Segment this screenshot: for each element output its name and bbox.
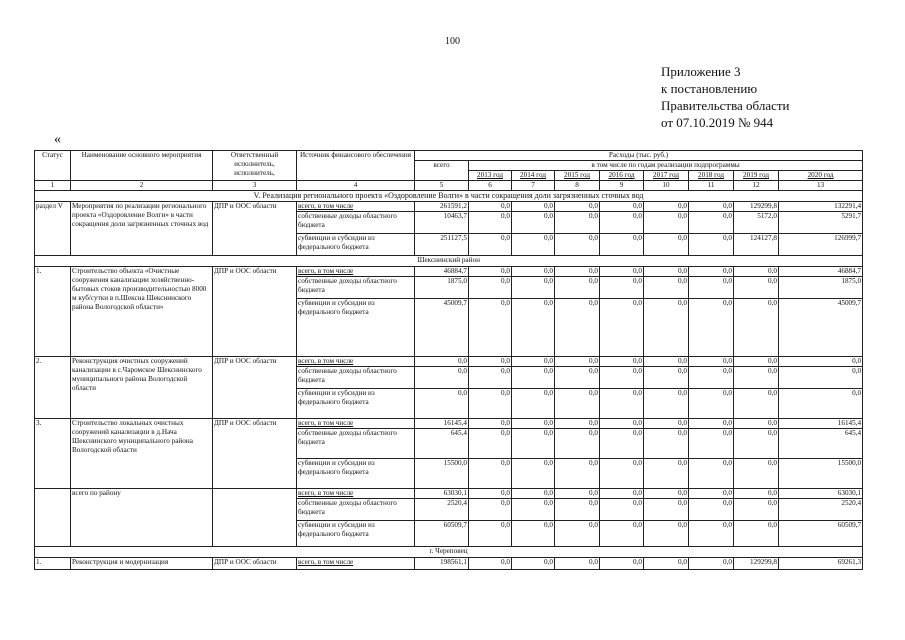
- last-item-value: 69261,3: [779, 558, 863, 570]
- section-block-value: 5172,0: [734, 212, 779, 234]
- section-block-value: 0,0: [644, 234, 689, 256]
- appendix-line-1: Приложение 3: [661, 64, 741, 79]
- item-3-responsible: ДПР и ООС области: [213, 419, 297, 489]
- item-3-value: 0,0: [555, 419, 600, 429]
- district-total-value: 0,0: [644, 489, 689, 499]
- district-total-value: 0,0: [689, 521, 734, 547]
- item-3-source-subsidy: субвенции и субсидии из федерального бюджета: [297, 459, 415, 489]
- item-3-value: 0,0: [469, 429, 512, 459]
- item-3-value: 0,0: [555, 459, 600, 489]
- item-2-value: 0,0: [555, 389, 600, 419]
- district-total-value: 0,0: [512, 499, 555, 521]
- item-1-value: 0,0: [600, 299, 644, 357]
- item-1-value: 0,0: [689, 299, 734, 357]
- item-1-value: 1875,0: [779, 277, 863, 299]
- header-year-4: 2016 год: [600, 171, 644, 181]
- item-3-value: 645,4: [415, 429, 469, 459]
- section-block-value: 261591,2: [415, 202, 469, 212]
- opening-quote: «: [54, 132, 61, 147]
- district-total-value: 0,0: [600, 499, 644, 521]
- item-1-value: 0,0: [469, 299, 512, 357]
- item-1-value: 0,0: [600, 267, 644, 277]
- item-2-value: 0,0: [512, 357, 555, 367]
- column-number-11: 11: [689, 181, 734, 191]
- district-total-name: всего по району: [71, 489, 213, 547]
- last-item-value: 0,0: [469, 558, 512, 570]
- header-year-8: 2020 год: [779, 171, 863, 181]
- section-block-value: 0,0: [469, 234, 512, 256]
- district-total-value: 0,0: [555, 489, 600, 499]
- appendix-line-3: Правительства области: [661, 98, 790, 113]
- last-item-value: 0,0: [600, 558, 644, 570]
- item-3-value: 0,0: [689, 429, 734, 459]
- district-total-value: 0,0: [734, 499, 779, 521]
- section-block-responsible: ДПР и ООС области: [213, 202, 297, 256]
- district-total-value: 0,0: [555, 521, 600, 547]
- district-total-value: 0,0: [689, 499, 734, 521]
- item-2-value: 0,0: [512, 389, 555, 419]
- district-total-value: 0,0: [469, 499, 512, 521]
- header-responsible: Ответственный исполнитель, исполнитель,: [213, 151, 297, 181]
- item-1-value: 0,0: [512, 299, 555, 357]
- item-1-value: 0,0: [555, 267, 600, 277]
- section-block-value: 0,0: [600, 234, 644, 256]
- last-item-value: 0,0: [555, 558, 600, 570]
- item-2-value: 0,0: [415, 357, 469, 367]
- appendix-block: [661, 63, 790, 131]
- column-number-4: 4: [297, 181, 415, 191]
- section-block-value: 0,0: [689, 212, 734, 234]
- last-item-status: 1.: [35, 558, 71, 570]
- district-total-value: 2520,4: [415, 499, 469, 521]
- item-3-value: 0,0: [512, 419, 555, 429]
- item-2-value: 0,0: [734, 389, 779, 419]
- header-year-2: 2014 год: [512, 171, 555, 181]
- district-total-value: 0,0: [644, 499, 689, 521]
- section-block-value: 0,0: [644, 212, 689, 234]
- item-1-name: Строительство объекта «Очистные сооружения канализации хозяйственно-бытовых стоков производительностью 8000 м куб/сутки в п.Шексна Шекснинского района Вологодской области»: [71, 267, 213, 357]
- item-1-value: 0,0: [689, 277, 734, 299]
- item-1-value: 0,0: [555, 299, 600, 357]
- item-2-value: 0,0: [689, 367, 734, 389]
- section-block-value: 0,0: [555, 212, 600, 234]
- last-item-value: 198561,1: [415, 558, 469, 570]
- item-2-value: 0,0: [600, 357, 644, 367]
- item-3-value: 15500,0: [779, 459, 863, 489]
- column-number-13: 13: [779, 181, 863, 191]
- item-3-value: 0,0: [512, 429, 555, 459]
- item-1-value: 45009,7: [779, 299, 863, 357]
- appendix-line-2: к постановлению: [661, 81, 758, 96]
- last-item-value: 0,0: [689, 558, 734, 570]
- header-name: Наименование основного мероприятия: [71, 151, 213, 181]
- district-total-responsible: [213, 489, 297, 547]
- item-1-row-1: [35, 267, 863, 277]
- item-1-value: 0,0: [644, 277, 689, 299]
- item-2-responsible: ДПР и ООС области: [213, 357, 297, 419]
- item-2-value: 0,0: [734, 367, 779, 389]
- section-title: V. Реализация регионального проекта «Оздоровление Волги» в части сокращения доли загрязненных сточных вод: [35, 191, 863, 202]
- section-block-value: 0,0: [555, 202, 600, 212]
- item-1-value: 0,0: [469, 277, 512, 299]
- district-total-value: 0,0: [469, 521, 512, 547]
- district-total-row-1: [35, 489, 863, 499]
- section-block-value: 0,0: [469, 212, 512, 234]
- header-year-6: 2018 год: [689, 171, 734, 181]
- last-item-value: 0,0: [512, 558, 555, 570]
- item-2-source-total: всего, в том числе: [297, 357, 415, 367]
- header-status: Статус: [35, 151, 71, 181]
- item-1-value: 46884,7: [779, 267, 863, 277]
- item-3-value: 0,0: [644, 419, 689, 429]
- section-block-value: 0,0: [689, 202, 734, 212]
- section-title-row: [35, 191, 863, 202]
- district-row-2: [35, 547, 863, 558]
- item-1-value: 0,0: [734, 267, 779, 277]
- last-item-row: [35, 558, 863, 570]
- item-2-value: 0,0: [415, 367, 469, 389]
- item-3-value: 0,0: [644, 459, 689, 489]
- section-block-source-own: собственные доходы областного бюджета: [297, 212, 415, 234]
- section-block-value: 0,0: [600, 202, 644, 212]
- item-3-value: 0,0: [469, 459, 512, 489]
- header-year-7: 2019 год: [734, 171, 779, 181]
- district-total-value: 0,0: [600, 489, 644, 499]
- district-name: г. Череповец: [35, 547, 863, 558]
- item-3-value: 0,0: [469, 419, 512, 429]
- header-expenses: Расходы (тыс. руб.): [415, 151, 863, 161]
- expenses-table: [34, 150, 863, 570]
- item-1-source-own: собственные доходы областного бюджета: [297, 277, 415, 299]
- district-total-value: 0,0: [512, 521, 555, 547]
- section-block-value: 0,0: [555, 234, 600, 256]
- district-total-value: 0,0: [734, 489, 779, 499]
- section-block-value: 0,0: [512, 212, 555, 234]
- item-3-value: 0,0: [689, 459, 734, 489]
- last-item-source: всего, в том числе: [297, 558, 415, 570]
- last-item-value: 0,0: [644, 558, 689, 570]
- section-block-status: раздел V: [35, 202, 71, 256]
- section-block-value: 0,0: [600, 212, 644, 234]
- item-1-value: 0,0: [689, 267, 734, 277]
- section-block-value: 126999,7: [779, 234, 863, 256]
- district-total-value: 0,0: [600, 521, 644, 547]
- item-1-value: 1875,0: [415, 277, 469, 299]
- district-total-value: 0,0: [689, 489, 734, 499]
- last-item-name: Реконструкция и модернизация: [71, 558, 213, 570]
- item-1-value: 0,0: [512, 267, 555, 277]
- section-block-source-total: всего, в том числе: [297, 202, 415, 212]
- item-2-name: Реконструкция очистных сооружений канализации в с.Чаромское Шекснинского муниципального района Вологодской области: [71, 357, 213, 419]
- column-number-3: 3: [213, 181, 297, 191]
- column-number-1: 1: [35, 181, 71, 191]
- district-total-value: 0,0: [555, 499, 600, 521]
- section-block-source-subsidy: субвенции и субсидии из федерального бюджета: [297, 234, 415, 256]
- district-total-source-own: собственные доходы областного бюджета: [297, 499, 415, 521]
- item-1-value: 0,0: [734, 277, 779, 299]
- column-number-12: 12: [734, 181, 779, 191]
- item-2-value: 0,0: [779, 367, 863, 389]
- appendix-line-4: от 07.10.2019 № 944: [661, 115, 774, 130]
- item-3-value: 16145,4: [415, 419, 469, 429]
- item-2-value: 0,0: [600, 367, 644, 389]
- item-2-source-own: собственные доходы областного бюджета: [297, 367, 415, 389]
- item-3-value: 16145,4: [779, 419, 863, 429]
- column-number-8: 8: [555, 181, 600, 191]
- section-block-value: 0,0: [644, 202, 689, 212]
- district-row-1: [35, 256, 863, 267]
- section-block-value: 0,0: [512, 234, 555, 256]
- header-year-5: 2017 год: [644, 171, 689, 181]
- header-row-1: [35, 151, 863, 161]
- item-2-value: 0,0: [644, 357, 689, 367]
- item-2-value: 0,0: [469, 389, 512, 419]
- district-total-source-subsidy: субвенции и субсидии из федерального бюджета: [297, 521, 415, 547]
- item-1-source-total: всего, в том числе: [297, 267, 415, 277]
- item-2-value: 0,0: [779, 389, 863, 419]
- header-year-3: 2015 год: [555, 171, 600, 181]
- header-year-1: 2013 год: [469, 171, 512, 181]
- section-block-value: 5291,7: [779, 212, 863, 234]
- item-3-value: 0,0: [555, 429, 600, 459]
- item-2-value: 0,0: [415, 389, 469, 419]
- item-3-value: 15500,0: [415, 459, 469, 489]
- item-2-row-1: [35, 357, 863, 367]
- item-2-status: 2.: [35, 357, 71, 419]
- section-block-value: 251127,5: [415, 234, 469, 256]
- item-3-row-1: [35, 419, 863, 429]
- district-total-value: 60509,7: [779, 521, 863, 547]
- column-number-6: 6: [469, 181, 512, 191]
- district-total-value: 0,0: [469, 489, 512, 499]
- item-2-value: 0,0: [779, 357, 863, 367]
- section-block-value: 0,0: [689, 234, 734, 256]
- item-2-value: 0,0: [555, 357, 600, 367]
- item-1-responsible: ДПР и ООС области: [213, 267, 297, 357]
- district-total-value: 0,0: [644, 521, 689, 547]
- section-block-value: 0,0: [469, 202, 512, 212]
- column-number-7: 7: [512, 181, 555, 191]
- item-2-value: 0,0: [689, 357, 734, 367]
- item-1-value: 45009,7: [415, 299, 469, 357]
- district-total-value: 60509,7: [415, 521, 469, 547]
- section-block-value: 10463,7: [415, 212, 469, 234]
- item-2-value: 0,0: [469, 367, 512, 389]
- item-3-source-total: всего, в том числе: [297, 419, 415, 429]
- column-number-9: 9: [600, 181, 644, 191]
- item-1-status: 1.: [35, 267, 71, 357]
- section-block-row-1: [35, 202, 863, 212]
- item-1-source-subsidy: субвенции и субсидии из федерального бюджета: [297, 299, 415, 357]
- item-3-value: 0,0: [734, 429, 779, 459]
- item-2-value: 0,0: [644, 389, 689, 419]
- section-block-name: Мероприятия по реализации регионального проекта «Оздоровление Волги» в части сокращения доли загрязненных сточных вод: [71, 202, 213, 256]
- item-2-value: 0,0: [644, 367, 689, 389]
- item-1-value: 0,0: [555, 277, 600, 299]
- column-number-2: 2: [71, 181, 213, 191]
- item-1-value: 0,0: [512, 277, 555, 299]
- district-total-value: 0,0: [734, 521, 779, 547]
- header-source: Источник финансового обеспечения: [297, 151, 415, 181]
- item-2-value: 0,0: [512, 367, 555, 389]
- header-by-years: в том числе по годам реализации подпрограммы: [469, 161, 863, 171]
- item-3-value: 0,0: [512, 459, 555, 489]
- last-item-value: 129299,8: [734, 558, 779, 570]
- item-1-value: 46884,7: [415, 267, 469, 277]
- item-3-value: 0,0: [734, 459, 779, 489]
- column-number-10: 10: [644, 181, 689, 191]
- item-1-value: 0,0: [600, 277, 644, 299]
- item-3-name: Строительство локальных очистных сооружений канализации в д.Нача Шекснинского муниципального района Вологодской области: [71, 419, 213, 489]
- district-total-status: [35, 489, 71, 547]
- item-1-value: 0,0: [469, 267, 512, 277]
- district-total-value: 0,0: [512, 489, 555, 499]
- column-numbers-row: [35, 181, 863, 191]
- last-item-responsible: ДПР и ООС области: [213, 558, 297, 570]
- item-2-value: 0,0: [600, 389, 644, 419]
- district-total-value: 63030,1: [779, 489, 863, 499]
- item-3-source-own: собственные доходы областного бюджета: [297, 429, 415, 459]
- item-3-value: 0,0: [600, 459, 644, 489]
- section-block-value: 0,0: [512, 202, 555, 212]
- item-1-value: 0,0: [644, 299, 689, 357]
- item-3-value: 0,0: [600, 419, 644, 429]
- item-3-value: 0,0: [734, 419, 779, 429]
- section-block-value: 132291,4: [779, 202, 863, 212]
- item-3-value: 0,0: [644, 429, 689, 459]
- item-2-value: 0,0: [469, 357, 512, 367]
- district-total-value: 63030,1: [415, 489, 469, 499]
- item-2-source-subsidy: субвенции и субсидии из федерального бюджета: [297, 389, 415, 419]
- district-total-value: 2520,4: [779, 499, 863, 521]
- header-total: всего: [415, 161, 469, 181]
- district-total-source-total: всего, в том числе: [297, 489, 415, 499]
- district-name: Шекснинский район: [35, 256, 863, 267]
- item-3-value: 645,4: [779, 429, 863, 459]
- item-2-value: 0,0: [734, 357, 779, 367]
- section-block-value: 129299,8: [734, 202, 779, 212]
- page-number: 100: [445, 36, 460, 47]
- item-1-value: 0,0: [734, 299, 779, 357]
- column-number-5: 5: [415, 181, 469, 191]
- item-3-status: 3.: [35, 419, 71, 489]
- item-2-value: 0,0: [555, 367, 600, 389]
- item-3-value: 0,0: [689, 419, 734, 429]
- item-2-value: 0,0: [689, 389, 734, 419]
- section-block-value: 124127,8: [734, 234, 779, 256]
- item-1-value: 0,0: [644, 267, 689, 277]
- item-3-value: 0,0: [600, 429, 644, 459]
